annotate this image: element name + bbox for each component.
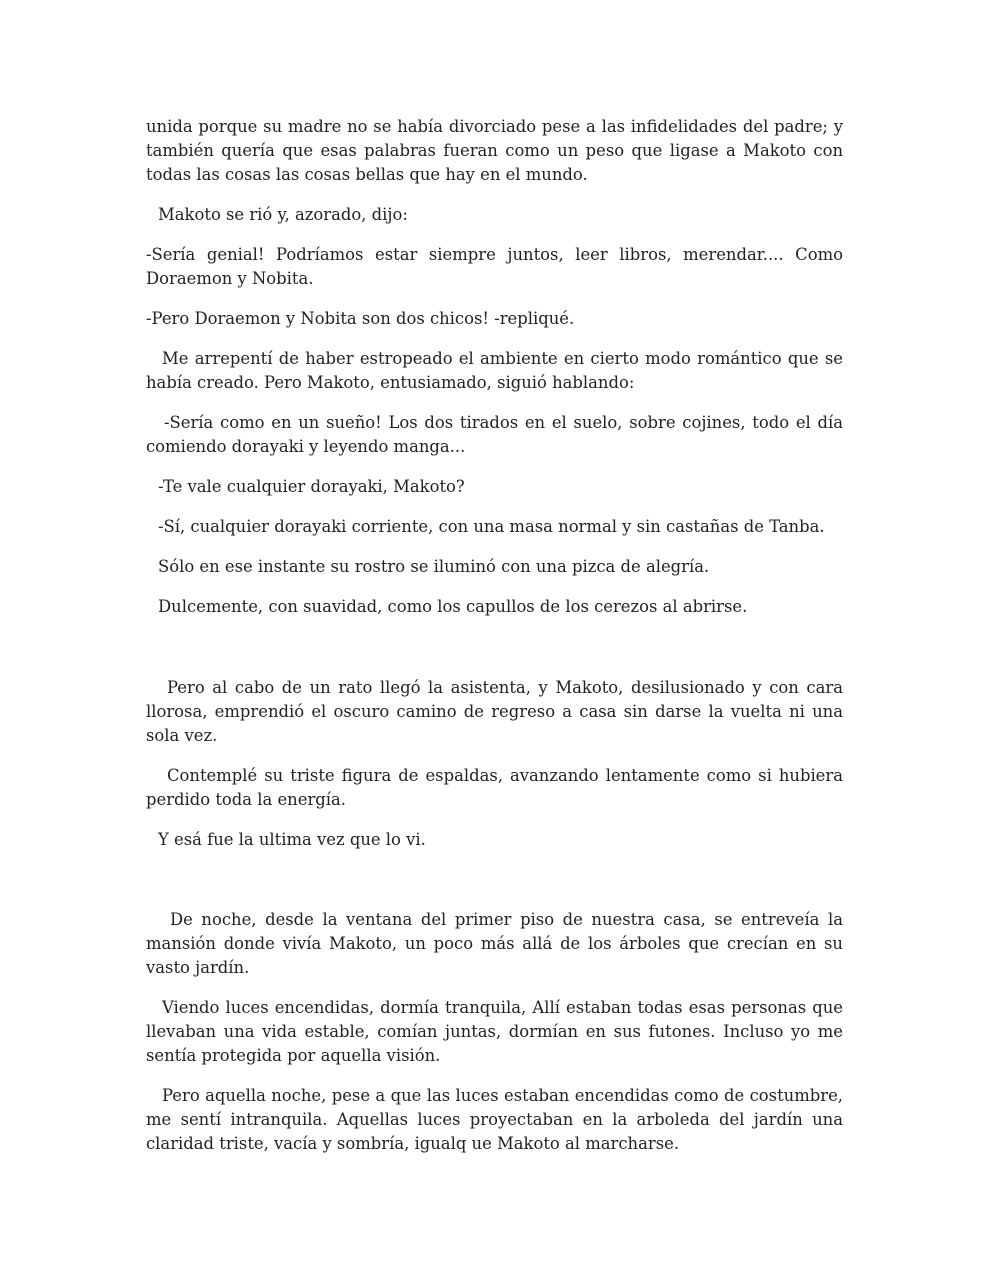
paragraph: Pero aquella noche, pese a que las luces estaban encendidas como de costumbre, me sentí intranquila. Aquellas luces proyectaban en la arboleda del jardín una claridad triste, vacía y sombría, igualq ue Makoto al marcharse. [146, 1086, 843, 1153]
paragraph: -Sería como en un sueño! Los dos tirados en el suelo, sobre cojines, todo el día comiendo dorayaki y leyendo manga... [146, 413, 843, 456]
paragraph: -Te vale cualquier dorayaki, Makoto? [158, 477, 465, 496]
paragraph: -Pero Doraemon y Nobita son dos chicos! -repliqué. [146, 309, 575, 328]
paragraph: Dulcemente, con suavidad, como los capullos de los cerezos al abrirse. [158, 597, 748, 616]
paragraph: Sólo en ese instante su rostro se iluminó con una pizca de alegría. [158, 557, 710, 576]
paragraph: Viendo luces encendidas, dormía tranquila, Allí estaban todas esas personas que llevaban una vida estable, comían juntas, dormían en sus futones. Incluso yo me sentía protegida por aquella visión. [146, 998, 843, 1065]
paragraph: -Sí, cualquier dorayaki corriente, con una masa normal y sin castañas de Tanba. [158, 517, 825, 536]
paragraph: Makoto se rió y, azorado, dijo: [158, 205, 408, 224]
paragraph: De noche, desde la ventana del primer piso de nuestra casa, se entreveía la mansión donde vivía Makoto, un poco más allá de los árboles que crecían en su vasto jardín. [146, 910, 843, 977]
paragraph: Me arrepentí de haber estropeado el ambiente en cierto modo romántico que se había creado. Pero Makoto, entusiamado, siguió hablando: [146, 349, 843, 392]
paragraph: Y esá fue la ultima vez que lo vi. [158, 830, 426, 849]
paragraph: Pero al cabo de un rato llegó la asistenta, y Makoto, desilusionado y con cara llorosa, emprendió el oscuro camino de regreso a casa sin darse la vuelta ni una sola vez. [146, 678, 843, 745]
paragraph: unida porque su madre no se había divorciado pese a las infidelidades del padre; y también quería que esas palabras fueran como un peso que ligase a Makoto con todas las cosas las cosas bellas que hay en el mundo. [146, 117, 843, 184]
paragraph: Contemplé su triste figura de espaldas, avanzando lentamente como si hubiera perdido toda la energía. [146, 766, 843, 809]
paragraph: -Sería genial! Podríamos estar siempre juntos, leer libros, merendar.... Como Doraemon y Nobita. [146, 245, 843, 288]
